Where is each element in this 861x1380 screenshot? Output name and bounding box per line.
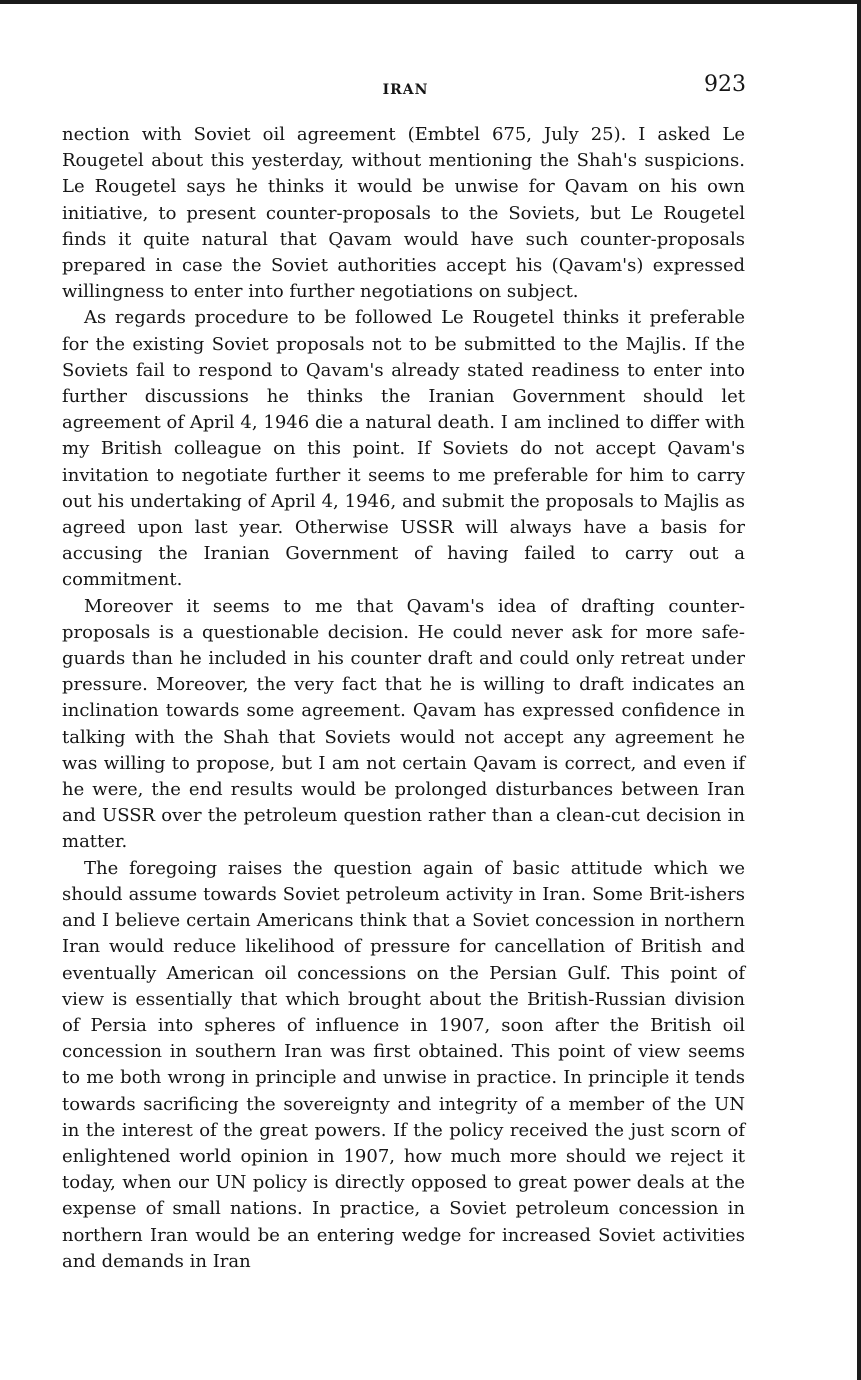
- paragraph-3: Moreover it seems to me that Qavam's idea of drafting counter-proposals is a questionable decision. He could never ask for more safe-guards than he included in his counter draft and could only retreat under pressure. Moreover, the very fact that he is willing to draft indicates an inclination towards some agreement. Qavam has expressed confidence in talking with the Shah that Soviets would not accept any agreement he was willing to propose, but I am not certain Qavam is correct, and even if he were, the end results would be prolonged disturbances between Iran and USSR over the petroleum question rather than a clean-cut decision in matter.: [62, 595, 745, 853]
- page-number: 923: [704, 72, 746, 97]
- body-text: [62, 122, 745, 1275]
- page-right-edge: [857, 0, 861, 1380]
- page-top-edge: [0, 0, 861, 4]
- paragraph-1: nection with Soviet oil agreement (Embtel 675, July 25). I asked Le Rougetel about this yesterday, without mentioning the Shah's suspicions. Le Rougetel says he thinks it would be unwise for Qavam on his own initiative, to present counter-proposals to the Soviets, but Le Rougetel finds it quite natural that Qavam would have such counter-proposals prepared in case the Soviet authorities accept his (Qavam's) expressed willingness to enter into further negotiations on subject.: [62, 124, 745, 303]
- paragraph-4: The foregoing raises the question again of basic attitude which we should assume towards Soviet petroleum activity in Iran. Some Brit-ishers and I believe certain Americans think that a Soviet concession in northern Iran would reduce likelihood of pressure for cancellation of British and eventually American oil concessions on the Persian Gulf. This point of view is essentially that which brought about the British-Russian division of Persia into spheres of influence in 1907, soon after the British oil concession in southern Iran was first obtained. This point of view seems to me both wrong in principle and unwise in practice. In principle it tends towards sacrificing the sovereignty and integrity of a member of the UN in the interest of the great powers. If the policy received the just scorn of enlightened world opinion in 1907, how much more should we reject it today, when our UN policy is directly opposed to great power deals at the expense of small nations. In practice, a Soviet petroleum concession in northern Iran would be an entering wedge for increased Soviet activities and demands in Iran: [62, 857, 745, 1272]
- paragraph-2: As regards procedure to be followed Le Rougetel thinks it preferable for the existing Soviet proposals not to be submitted to the Majlis. If the Soviets fail to respond to Qavam's already stated readiness to enter into further discussions he thinks the Iranian Government should let agreement of April 4, 1946 die a natural death. I am inclined to differ with my British colleague on this point. If Soviets do not accept Qavam's invitation to negotiate further it seems to me preferable for him to carry out his undertaking of April 4, 1946, and submit the proposals to Majlis as agreed upon last year. Otherwise USSR will always have a basis for accusing the Iranian Government of having failed to carry out a commitment.: [62, 307, 745, 591]
- running-title: IRAN: [382, 82, 429, 98]
